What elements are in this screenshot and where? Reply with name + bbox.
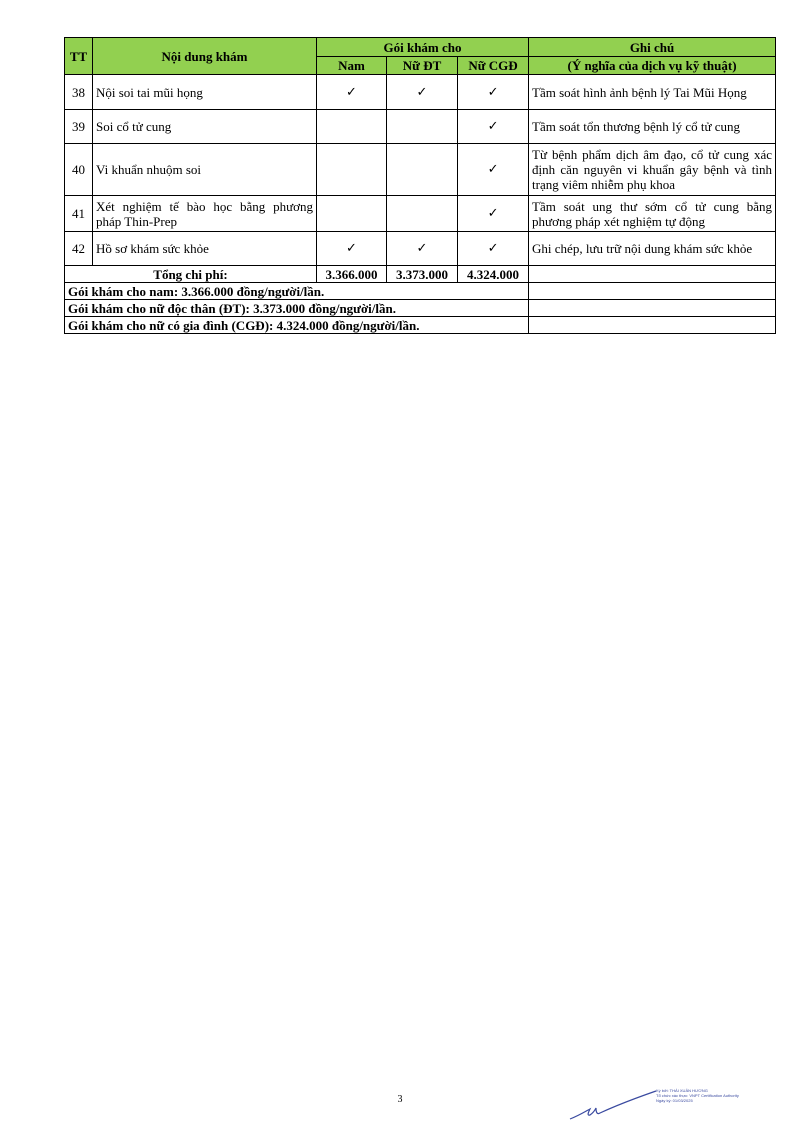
row-content: Nội soi tai mũi họng bbox=[93, 75, 317, 110]
total-note-empty bbox=[529, 266, 776, 283]
table-row bbox=[65, 75, 776, 110]
signature-text bbox=[656, 1088, 739, 1103]
row-tt: 39 bbox=[65, 110, 93, 144]
row-note: Ghi chép, lưu trữ nội dung khám sức khỏe bbox=[529, 232, 776, 266]
check-nu-cgd: ✓ bbox=[458, 144, 529, 196]
summary-note-empty bbox=[529, 300, 776, 317]
check-nu-cgd: ✓ bbox=[458, 75, 529, 110]
signature-scribble-icon bbox=[568, 1085, 658, 1125]
summary-note-empty bbox=[529, 283, 776, 300]
check-nu-dt: ✓ bbox=[387, 75, 458, 110]
row-note: Tầm soát hình ảnh bệnh lý Tai Mũi Họng bbox=[529, 75, 776, 110]
header-nam: Nam bbox=[317, 57, 387, 75]
summary-nu-cgd: Gói khám cho nữ có gia đình (CGĐ): 4.324.000 đồng/người/lần. bbox=[65, 317, 529, 334]
check-nam bbox=[317, 110, 387, 144]
signature-date: Ngày ký: 01/03/2025 bbox=[656, 1098, 693, 1103]
row-content: Vi khuẩn nhuộm soi bbox=[93, 144, 317, 196]
table-row bbox=[65, 110, 776, 144]
check-nu-cgd: ✓ bbox=[458, 110, 529, 144]
total-label: Tổng chi phí: bbox=[65, 266, 317, 283]
header-content: Nội dung khám bbox=[93, 38, 317, 75]
total-nam: 3.366.000 bbox=[317, 266, 387, 283]
header-note-sub: (Ý nghĩa của dịch vụ kỹ thuật) bbox=[529, 57, 776, 75]
header-package-group: Gói khám cho bbox=[317, 38, 529, 57]
row-tt: 40 bbox=[65, 144, 93, 196]
check-nu-dt bbox=[387, 144, 458, 196]
check-nam bbox=[317, 196, 387, 232]
row-content: Xét nghiệm tế bào học bằng phương pháp Thin-Prep bbox=[93, 196, 317, 232]
summary-nu-dt: Gói khám cho nữ độc thân (ĐT): 3.373.000 đồng/người/lần. bbox=[65, 300, 529, 317]
row-tt: 42 bbox=[65, 232, 93, 266]
digital-signature bbox=[568, 1085, 758, 1125]
row-tt: 41 bbox=[65, 196, 93, 232]
summary-row bbox=[65, 317, 776, 334]
total-nu-dt: 3.373.000 bbox=[387, 266, 458, 283]
table-row bbox=[65, 144, 776, 196]
price-table bbox=[64, 37, 776, 334]
check-nam: ✓ bbox=[317, 75, 387, 110]
check-nu-dt bbox=[387, 110, 458, 144]
page-number: 3 bbox=[397, 1094, 403, 1105]
check-nu-dt: ✓ bbox=[387, 232, 458, 266]
check-nu-cgd: ✓ bbox=[458, 196, 529, 232]
header-tt: TT bbox=[65, 38, 93, 75]
summary-row bbox=[65, 283, 776, 300]
check-nu-cgd: ✓ bbox=[458, 232, 529, 266]
header-nu-cgd: Nữ CGĐ bbox=[458, 57, 529, 75]
check-nam bbox=[317, 144, 387, 196]
row-content: Soi cổ tử cung bbox=[93, 110, 317, 144]
table-row bbox=[65, 232, 776, 266]
summary-row bbox=[65, 300, 776, 317]
table-row bbox=[65, 196, 776, 232]
check-nu-dt bbox=[387, 196, 458, 232]
total-nu-cgd: 4.324.000 bbox=[458, 266, 529, 283]
row-tt: 38 bbox=[65, 75, 93, 110]
header-note-title: Ghi chú bbox=[529, 38, 776, 57]
total-row bbox=[65, 266, 776, 283]
header-nu-dt: Nữ ĐT bbox=[387, 57, 458, 75]
check-nam: ✓ bbox=[317, 232, 387, 266]
signature-authority: Tổ chức xác thực: VNPT Certification Authority bbox=[656, 1093, 739, 1098]
row-content: Hồ sơ khám sức khỏe bbox=[93, 232, 317, 266]
signature-signer: Ký bởi: THÁI XUÂN HƯƠNG bbox=[656, 1088, 708, 1093]
row-note: Tầm soát tổn thương bệnh lý cổ tử cung bbox=[529, 110, 776, 144]
row-note: Tầm soát ung thư sớm cổ tử cung bằng phương pháp xét nghiệm tự động bbox=[529, 196, 776, 232]
summary-nam: Gói khám cho nam: 3.366.000 đồng/người/lần. bbox=[65, 283, 529, 300]
row-note: Từ bệnh phẩm dịch âm đạo, cổ tử cung xác định căn nguyên vi khuẩn gây bệnh và tình trạng viêm nhiễm phụ khoa bbox=[529, 144, 776, 196]
summary-note-empty bbox=[529, 317, 776, 334]
